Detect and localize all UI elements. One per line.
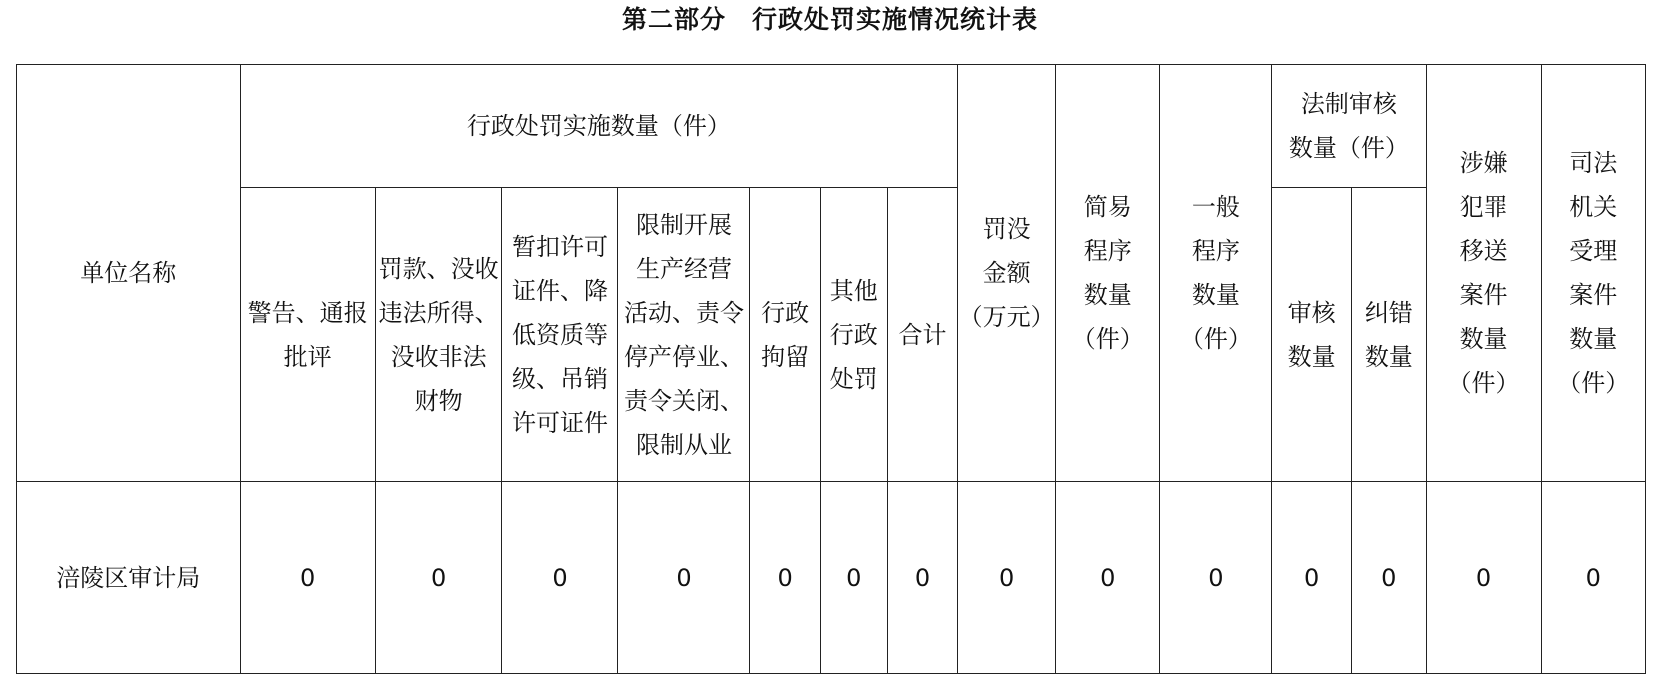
fine-confiscation-header: 罚款、没收 违法所得、 没收非法 财物 [375, 188, 502, 482]
header-row-2 [17, 188, 1646, 482]
fine-amount-header: 罚没 金额 （万元） [958, 65, 1056, 482]
legal-review-group-header: 法制审核 数量（件） [1272, 65, 1426, 188]
penalty-statistics-table [16, 64, 1646, 674]
review-count-cell: 0 [1272, 482, 1352, 674]
detention-header: 行政 拘留 [750, 188, 820, 482]
unit-name-cell: 涪陵区审计局 [17, 482, 241, 674]
warning-header: 警告、通报 批评 [240, 188, 375, 482]
correction-count-header: 纠错 数量 [1352, 188, 1427, 482]
fine-confiscation-cell: 0 [375, 482, 502, 674]
penalty-count-group-header: 行政处罚实施数量（件） [240, 65, 958, 188]
production-restriction-cell: 0 [618, 482, 750, 674]
crime-transfer-header: 涉嫌 犯罪 移送 案件 数量 （件） [1426, 65, 1541, 482]
header-row-1 [17, 65, 1646, 188]
general-procedure-cell: 0 [1160, 482, 1272, 674]
other-penalty-header: 其他 行政 处罚 [820, 188, 887, 482]
judicial-accepted-cell: 0 [1541, 482, 1645, 674]
warning-cell: 0 [240, 482, 375, 674]
correction-count-cell: 0 [1352, 482, 1427, 674]
page-title: 第二部分 行政处罚实施情况统计表 [621, 5, 1038, 34]
table-row [17, 482, 1646, 674]
general-procedure-header: 一般 程序 数量 （件） [1160, 65, 1272, 482]
other-penalty-cell: 0 [820, 482, 887, 674]
license-suspension-cell: 0 [502, 482, 618, 674]
detention-cell: 0 [750, 482, 820, 674]
production-restriction-header: 限制开展 生产经营 活动、责令 停产停业、 责令关闭、 限制从业 [618, 188, 750, 482]
simple-procedure-cell: 0 [1056, 482, 1160, 674]
simple-procedure-header: 简易 程序 数量 （件） [1056, 65, 1160, 482]
fine-amount-cell: 0 [958, 482, 1056, 674]
review-count-header: 审核 数量 [1272, 188, 1352, 482]
total-cell: 0 [887, 482, 957, 674]
unit-name-header: 单位名称 [17, 65, 241, 482]
total-header: 合计 [887, 188, 957, 482]
license-suspension-header: 暂扣许可 证件、降 低资质等 级、吊销 许可证件 [502, 188, 618, 482]
crime-transfer-cell: 0 [1426, 482, 1541, 674]
judicial-accepted-header: 司法 机关 受理 案件 数量 （件） [1541, 65, 1645, 482]
